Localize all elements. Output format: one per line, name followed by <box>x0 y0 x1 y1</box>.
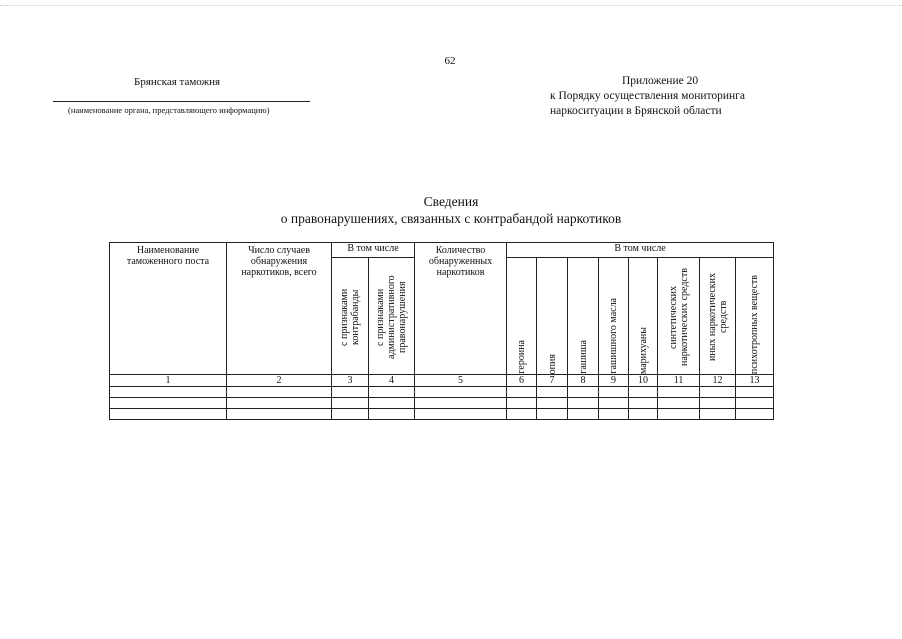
empty-cell <box>700 398 736 409</box>
empty-cell <box>568 409 599 420</box>
header-post-name: Наименование таможенного поста <box>110 243 227 375</box>
empty-cell <box>507 398 537 409</box>
title-line-1: Сведения <box>423 194 479 209</box>
header-hash-oil: гашишного масла <box>599 258 629 375</box>
empty-cell <box>369 387 415 398</box>
organization-caption: (наименование органа, представляющего информацию) <box>68 105 270 115</box>
empty-row <box>110 409 774 420</box>
header-drug-quantity: Количество обнаруженных наркотиков <box>415 243 507 375</box>
empty-cell <box>110 387 227 398</box>
header-cases-total: Число случаев обнаружения наркотиков, всего <box>227 243 332 375</box>
column-number: 7 <box>537 375 568 387</box>
column-number: 6 <box>507 375 537 387</box>
page-number: 62 <box>444 55 456 67</box>
title-line-2: о правонарушениях, связанных с контрабандой наркотиков <box>280 211 622 226</box>
empty-cell <box>332 387 369 398</box>
appendix-line-2: к Порядку осуществления мониторинга <box>550 90 746 102</box>
column-number: 1 <box>110 375 227 387</box>
empty-cell <box>700 409 736 420</box>
header-smuggling: с признаками контрабанды <box>332 258 369 375</box>
empty-cell <box>507 409 537 420</box>
empty-cell <box>415 398 507 409</box>
empty-cell <box>110 409 227 420</box>
empty-cell <box>736 398 774 409</box>
column-number: 9 <box>599 375 629 387</box>
empty-cell <box>537 387 568 398</box>
empty-cell <box>658 409 700 420</box>
column-number: 10 <box>629 375 658 387</box>
empty-cell <box>629 409 658 420</box>
empty-cell <box>599 398 629 409</box>
column-number: 13 <box>736 375 774 387</box>
empty-cell <box>568 387 599 398</box>
header-hashish: гашиша <box>568 258 599 375</box>
empty-cell <box>568 398 599 409</box>
header-opium: опия <box>537 258 568 375</box>
empty-cell <box>629 387 658 398</box>
empty-cell <box>736 409 774 420</box>
empty-cell <box>227 387 332 398</box>
empty-cell <box>736 387 774 398</box>
empty-cell <box>599 409 629 420</box>
empty-cell <box>415 387 507 398</box>
header-group-quantity: В том числе <box>507 243 774 258</box>
empty-cell <box>369 409 415 420</box>
header-other-narcotics: иных наркотических средств <box>700 258 736 375</box>
column-number: 11 <box>658 375 700 387</box>
column-number: 5 <box>415 375 507 387</box>
empty-row <box>110 387 774 398</box>
empty-cell <box>332 409 369 420</box>
empty-cell <box>507 387 537 398</box>
header-psychotropic: психотропных веществ <box>736 258 774 375</box>
empty-cell <box>658 398 700 409</box>
empty-cell <box>537 409 568 420</box>
empty-cell <box>629 398 658 409</box>
header-administrative: с признаками административного правонарушения <box>369 258 415 375</box>
header-group-cases: В том числе <box>332 243 415 258</box>
appendix-line-1: Приложение 20 <box>622 75 699 87</box>
organization-underline <box>53 101 310 102</box>
document-title <box>150 193 752 227</box>
organization-name: Брянская таможня <box>134 76 221 88</box>
empty-row <box>110 398 774 409</box>
column-number: 4 <box>369 375 415 387</box>
empty-cell <box>700 387 736 398</box>
column-number-row <box>110 375 774 387</box>
report-table <box>109 242 774 420</box>
empty-cell <box>332 398 369 409</box>
column-number: 8 <box>568 375 599 387</box>
scan-artifact-line <box>0 5 902 6</box>
empty-cell <box>227 398 332 409</box>
header-heroin: героина <box>507 258 537 375</box>
column-number: 12 <box>700 375 736 387</box>
header-marijuana: марихуаны <box>629 258 658 375</box>
empty-cell <box>537 398 568 409</box>
appendix-block <box>550 74 745 119</box>
empty-cell <box>658 387 700 398</box>
column-number: 3 <box>332 375 369 387</box>
empty-cell <box>227 409 332 420</box>
column-number: 2 <box>227 375 332 387</box>
header-synthetic: синтетических наркотических средств <box>658 258 700 375</box>
empty-cell <box>369 398 415 409</box>
empty-cell <box>599 387 629 398</box>
empty-cell <box>415 409 507 420</box>
empty-cell <box>110 398 227 409</box>
appendix-line-3: наркоситуации в Брянской области <box>550 105 722 117</box>
